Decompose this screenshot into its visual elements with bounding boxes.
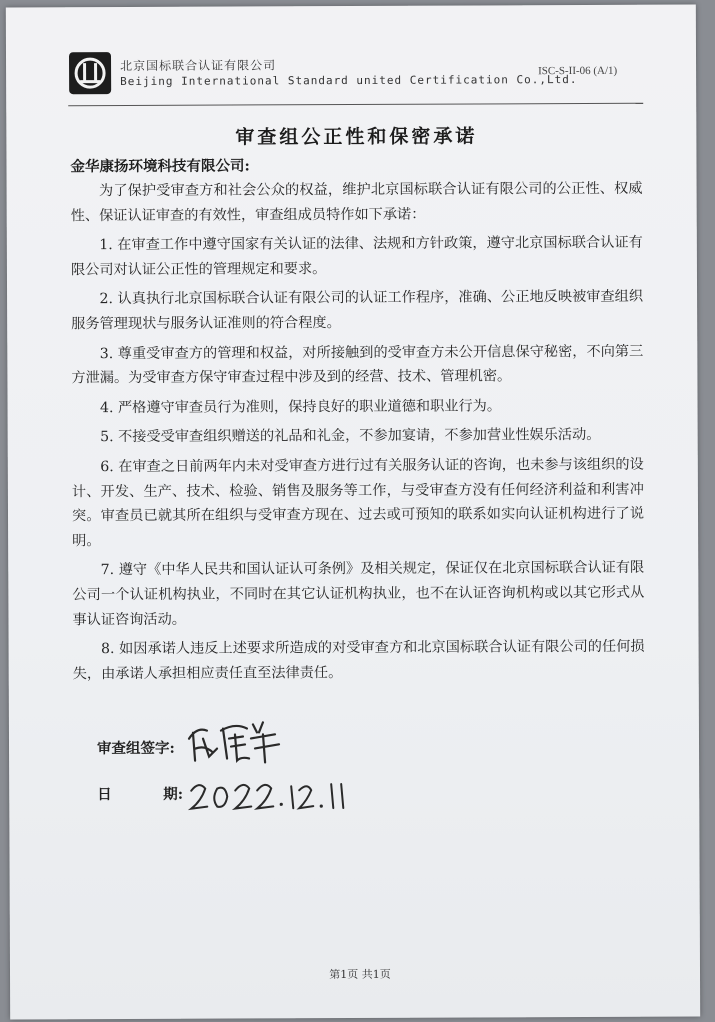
commitment-item-4: 4. 严格遵守审查员行为准则，保持良好的职业道德和职业行为。: [99, 398, 502, 416]
letterhead: [68, 49, 648, 106]
commitment-item-1: 1. 在审查工作中遵守国家有关认证的法律、法规和方针政策，遵守北京国标联合认证有限公司对认证公正性的管理规定和要求。: [70, 234, 643, 279]
commitment-item-8: 8. 如因承诺人违反上述要求所造成的对受审查方和北京国标联合认证有限公司的任何损失，由承诺人承担相应责任直至法律责任。: [72, 638, 645, 682]
commitment-item-3: 3. 尊重受审查方的管理和权益，对所接触到的受审查方未公开信息保守秘密，不向第三方泄漏。为受审查方保守审查过程中涉及到的经营、技术、管理机密。: [71, 343, 644, 387]
addressee: 金华康扬环境科技有限公司:: [70, 157, 250, 176]
company-name-cn: 北京国标联合认证有限公司: [120, 58, 277, 74]
commitment-item-2: 2. 认真执行北京国标联合认证有限公司的认证工作程序，准确、公正地反映被审查组织服务管理现状与服务认证准则的符合程度。: [71, 289, 644, 333]
signature-label: 审查组签字:: [96, 739, 175, 758]
commitment-item-5: 5. 不接受受审查组织赠送的礼品和礼金，不参加宴请，不参加营业性娱乐活动。: [100, 427, 601, 446]
handwritten-signature: [183, 708, 293, 768]
page-number: 第1页 共1页: [329, 967, 391, 982]
company-logo-icon: [68, 51, 112, 95]
commitment-item-7: 7. 遵守《中华人民共和国认证认可条例》及相关规定，保证仅在北京国标联合认证有限公司一个认证机构执业，不同时在其它认证机构执业，也不在认证咨询机构或以其它形式从事认证咨询活动。: [72, 560, 645, 628]
handwritten-date: [187, 776, 347, 817]
document-code: ISC-S-II-06 (A/1): [538, 64, 618, 78]
date-label-day: 日: [97, 786, 112, 804]
document-page: [6, 4, 700, 1019]
company-name-en: Beijing International Standard united Certification Co.,Ltd.: [120, 73, 578, 89]
document-title: 审查组公正性和保密承诺: [235, 125, 478, 149]
document-body: [71, 177, 645, 692]
commitment-item-6: 6. 在审查之日前两年内未对受审查方进行过有关服务认证的咨询，也未参与该组织的设计、开发、生产、技术、检验、销售及服务等工作，与受审查方没有任何经济利益和利害冲突。审查员已就其所在组织与受审查方现在、过去或可预知的联系如实向认证机构进行了说明。: [71, 456, 645, 549]
date-label-period: 期:: [163, 785, 184, 803]
intro-paragraph: 为了保护受审查方和社会公众的权益，维护北京国标联合认证有限公司的公正性、权威性、保证认证审查的有效性，审查组成员特作如下承诺：: [70, 180, 643, 224]
